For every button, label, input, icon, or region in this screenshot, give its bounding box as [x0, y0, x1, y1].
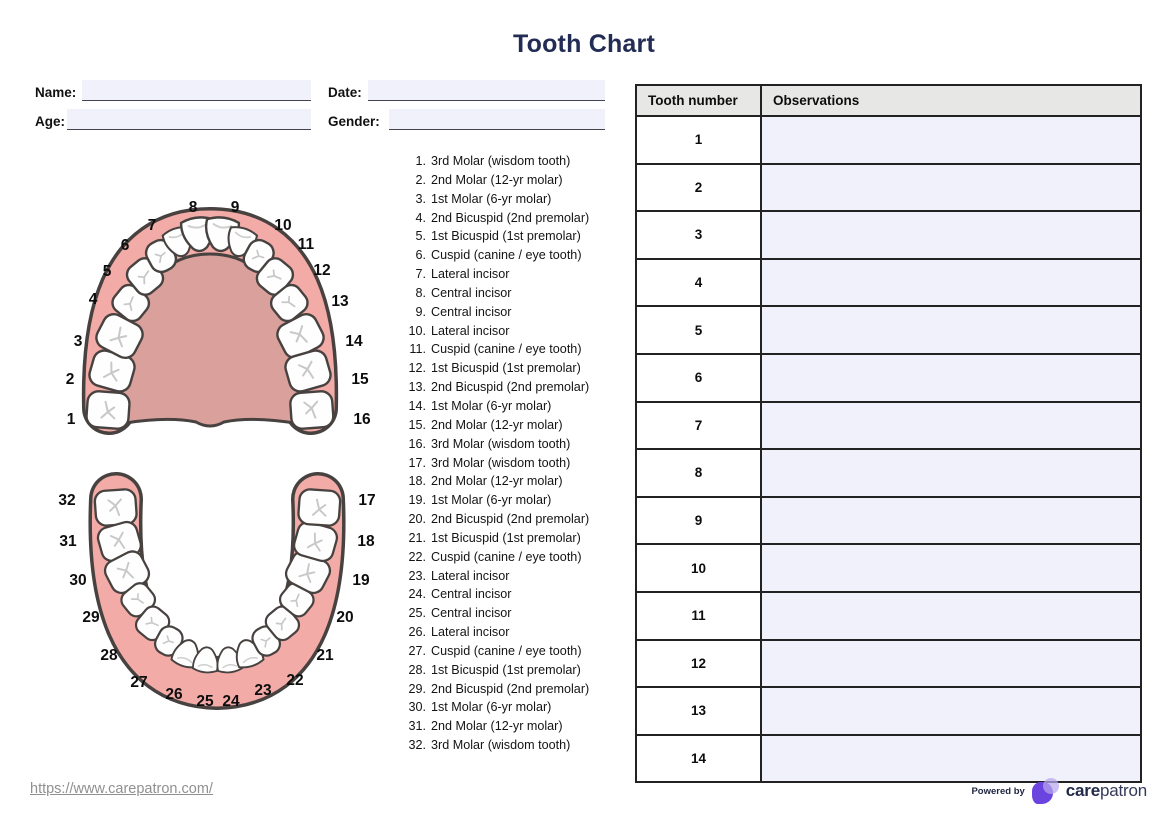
tooth-list-label: 1st Bicuspid (1st premolar): [431, 662, 581, 677]
tooth-list-number: 1.: [415, 154, 426, 168]
tooth-list-number: 5.: [415, 229, 426, 244]
tooth-list-item: [402, 454, 642, 473]
carepatron-logo-icon: [1032, 778, 1059, 804]
tooth-list-label: 2nd Bicuspid (2nd premolar): [431, 512, 590, 527]
upper-tooth-number: 16: [353, 411, 371, 428]
upper-tooth-number: 6: [120, 237, 130, 254]
tooth-number-cell: 13: [636, 687, 761, 735]
lower-tooth-number: 28: [100, 647, 118, 664]
tooth-list-number: 4.: [415, 210, 426, 225]
tooth-list-item: [402, 642, 642, 661]
tooth-list-label: 2nd Molar (12-yr molar): [431, 719, 563, 734]
tooth-list-label: 3rd Molar (wisdom tooth): [431, 455, 571, 470]
tooth-list-label: 2nd Molar (12-yr molar): [431, 474, 563, 489]
observation-cell[interactable]: [761, 164, 1141, 212]
table-row: [636, 735, 1141, 783]
tooth-number-cell: 8: [636, 449, 761, 497]
tooth-list-label: 1st Bicuspid (1st premolar): [431, 229, 581, 244]
tooth-list-number: 3.: [415, 191, 426, 206]
upper-tooth-number: 2: [65, 371, 75, 388]
tooth-list-number: 7.: [415, 267, 426, 282]
tooth-list-number: 18.: [408, 474, 426, 489]
tooth-list-number: 8.: [415, 285, 426, 300]
tooth-list-item: [402, 491, 642, 510]
tooth-number-cell: 11: [636, 592, 761, 640]
tooth-list-item: [402, 529, 642, 548]
observation-cell[interactable]: [761, 544, 1141, 592]
tooth-list-number: 22.: [408, 549, 426, 564]
lower-tooth-number: 25: [196, 693, 214, 710]
tooth-list-item: [402, 322, 642, 341]
tooth-number-cell: 7: [636, 402, 761, 450]
observations-table-body: [636, 116, 1141, 782]
page-title: Tooth Chart: [513, 30, 655, 58]
table-row: [636, 449, 1141, 497]
tooth-list-number: 15.: [408, 417, 426, 432]
tooth-list-label: Lateral incisor: [431, 625, 510, 640]
table-row: [636, 306, 1141, 354]
observation-cell[interactable]: [761, 449, 1141, 497]
age-input[interactable]: [67, 109, 311, 130]
tooth-name-list: [402, 152, 642, 755]
tooth-list-label: Central incisor: [431, 304, 512, 319]
tooth-list-number: 29.: [408, 681, 426, 696]
tooth-list-item: [402, 510, 642, 529]
upper-tooth-number: 10: [274, 217, 292, 234]
tooth-number-cell: 2: [636, 164, 761, 212]
tooth-list-number: 24.: [408, 587, 426, 602]
tooth-list-number: 25.: [408, 606, 426, 621]
observation-cell[interactable]: [761, 640, 1141, 688]
tooth-list-label: 2nd Molar (12-yr molar): [431, 417, 563, 432]
tooth-list-item: [402, 548, 642, 567]
tooth-list-label: 1st Molar (6-yr molar): [431, 493, 552, 508]
tooth-list-label: 1st Bicuspid (1st premolar): [431, 361, 581, 376]
tooth-list-label: 3rd Molar (wisdom tooth): [431, 436, 571, 451]
tooth-list-number: 32.: [408, 738, 426, 753]
tooth-list-item: [402, 623, 642, 642]
upper-tooth-number: 3: [73, 333, 83, 350]
tooth-list-item: [402, 378, 642, 397]
table-row: [636, 354, 1141, 402]
table-row: [636, 211, 1141, 259]
tooth-list-item: [402, 303, 642, 322]
tooth-list-item: [402, 604, 642, 623]
lower-arch-diagram: [48, 455, 378, 717]
observation-cell[interactable]: [761, 735, 1141, 783]
tooth-list-number: 21.: [408, 530, 426, 545]
carepatron-wordmark: carepatron: [1065, 781, 1147, 800]
lower-tooth-number: 31: [59, 533, 77, 550]
tooth-list-number: 13.: [408, 380, 426, 395]
tooth-list-number: 12.: [408, 361, 426, 376]
tooth-list-label: Lateral incisor: [431, 267, 510, 282]
tooth-list-number: 20.: [408, 512, 426, 527]
tooth-list-label: 2nd Bicuspid (2nd premolar): [431, 681, 590, 696]
gender-label: Gender:: [328, 114, 380, 129]
tooth-list-item: [402, 340, 642, 359]
tooth-number-cell: 9: [636, 497, 761, 545]
observation-cell[interactable]: [761, 592, 1141, 640]
tooth-list-item: [402, 227, 642, 246]
tooth-list-item: [402, 416, 642, 435]
tooth-list-item: [402, 190, 642, 209]
upper-tooth-number: 8: [188, 199, 198, 216]
tooth-list-item: [402, 661, 642, 680]
upper-arch-diagram: [52, 196, 374, 448]
lower-tooth-number: 20: [336, 609, 354, 626]
tooth-list-number: 23.: [408, 568, 426, 583]
tooth-list-number: 9.: [415, 304, 426, 319]
tooth-list-item: [402, 472, 642, 491]
powered-by-label: Powered by: [971, 785, 1025, 797]
lower-tooth-number: 29: [82, 609, 100, 626]
tooth-number-cell: 14: [636, 735, 761, 783]
tooth-list-item: [402, 397, 642, 416]
tooth-list-label: Cuspid (canine / eye tooth): [431, 549, 582, 564]
tooth-list-label: 2nd Bicuspid (2nd premolar): [431, 210, 590, 225]
tooth-list-label: Central incisor: [431, 285, 512, 300]
tooth-list-label: Cuspid (canine / eye tooth): [431, 643, 582, 658]
tooth-list-number: 19.: [408, 493, 426, 508]
lower-tooth-number: 24: [222, 693, 240, 710]
tooth-number-cell: 10: [636, 544, 761, 592]
upper-tooth-number: 15: [351, 371, 369, 388]
table-row: [636, 544, 1141, 592]
table-row: [636, 592, 1141, 640]
tooth-list-label: 1st Molar (6-yr molar): [431, 398, 552, 413]
lower-tooth-number: 22: [286, 672, 304, 689]
name-label: Name:: [35, 85, 77, 100]
tooth-list-item: [402, 209, 642, 228]
tooth-list-label: Central incisor: [431, 606, 512, 621]
tooth-number-cell: 3: [636, 211, 761, 259]
tooth-list-label: Lateral incisor: [431, 568, 510, 583]
upper-tooth-number: 14: [345, 333, 363, 350]
tooth-list-item: [402, 717, 642, 736]
lower-tooth-number: 30: [69, 572, 87, 589]
tooth-list-label: 3rd Molar (wisdom tooth): [431, 738, 571, 753]
observation-cell[interactable]: [761, 116, 1141, 164]
tooth-list-number: 10.: [408, 323, 426, 338]
tooth-list-label: 3rd Molar (wisdom tooth): [431, 154, 571, 168]
tooth-list-label: 1st Bicuspid (1st premolar): [431, 530, 581, 545]
tooth-list-item: [402, 585, 642, 604]
table-row: [636, 640, 1141, 688]
name-input[interactable]: [82, 80, 311, 101]
tooth-list-number: 27.: [408, 643, 426, 658]
lower-tooth-number: 26: [165, 686, 183, 703]
tooth-number-cell: 5: [636, 306, 761, 354]
tooth-list-item: [402, 736, 642, 755]
upper-tooth-number: 11: [297, 236, 315, 253]
tooth-number-cell: 4: [636, 259, 761, 307]
tooth-list-item: [402, 435, 642, 454]
tooth-list-number: 31.: [408, 719, 426, 734]
lower-tooth-number: 32: [58, 492, 76, 509]
tooth-list-item: [402, 359, 642, 378]
powered-by-block: [971, 778, 1147, 804]
upper-tooth-number: 7: [147, 217, 157, 234]
tooth-list-item: [402, 284, 642, 303]
tooth-list-number: 2.: [415, 172, 426, 187]
tooth-list-label: 1st Molar (6-yr molar): [431, 700, 552, 715]
tooth-list-label: 2nd Bicuspid (2nd premolar): [431, 380, 590, 395]
tooth-list-number: 30.: [408, 700, 426, 715]
tooth-list-number: 26.: [408, 625, 426, 640]
observations-table: [635, 84, 1142, 783]
tooth-list-number: 28.: [408, 662, 426, 677]
upper-tooth-number: 13: [331, 293, 349, 310]
date-label: Date:: [328, 85, 362, 100]
lower-tooth-number: 21: [316, 647, 334, 664]
tooth-list-item: [402, 265, 642, 284]
tooth-list-label: Cuspid (canine / eye tooth): [431, 342, 582, 357]
observation-cell[interactable]: [761, 306, 1141, 354]
lower-tooth-number: 23: [254, 682, 272, 699]
tooth-list-number: 11.: [409, 342, 426, 357]
tooth-list-label: Cuspid (canine / eye tooth): [431, 248, 582, 263]
tooth-number-cell: 1: [636, 116, 761, 164]
tooth-list-number: 17.: [408, 455, 426, 470]
upper-tooth-number: 5: [102, 263, 112, 280]
upper-tooth-number: 12: [313, 262, 331, 279]
tooth-list-label: Lateral incisor: [431, 323, 510, 338]
tooth-list-label: 1st Molar (6-yr molar): [431, 191, 552, 206]
tooth-number-cell: 6: [636, 354, 761, 402]
age-label: Age:: [35, 114, 65, 129]
tooth-list-item: [402, 567, 642, 586]
tooth-list-item: [402, 698, 642, 717]
upper-tooth-number: 1: [66, 411, 76, 428]
lower-tooth-number: 18: [357, 533, 375, 550]
tooth-number-header: Tooth number: [636, 85, 761, 116]
observation-cell[interactable]: [761, 402, 1141, 450]
tooth-list-number: 6.: [415, 248, 426, 263]
observations-header: Observations: [761, 85, 1141, 116]
tooth-list-item: [402, 152, 642, 171]
table-row: [636, 164, 1141, 212]
tooth-list-number: 14.: [408, 398, 426, 413]
table-row: [636, 497, 1141, 545]
gender-input[interactable]: [389, 109, 605, 130]
date-input[interactable]: [368, 80, 605, 101]
table-header-row: [636, 85, 1141, 116]
table-row: [636, 402, 1141, 450]
tooth-list-label: Central incisor: [431, 587, 512, 602]
table-row: [636, 116, 1141, 164]
observation-cell[interactable]: [761, 259, 1141, 307]
observation-cell[interactable]: [761, 211, 1141, 259]
table-row: [636, 687, 1141, 735]
lower-tooth-number: 17: [358, 492, 376, 509]
carepatron-url-link[interactable]: https://www.carepatron.com/: [30, 781, 213, 797]
tooth-list-number: 16.: [408, 436, 426, 451]
lower-tooth-number: 19: [352, 572, 370, 589]
tooth-list-label: 2nd Molar (12-yr molar): [431, 172, 563, 187]
observation-cell[interactable]: [761, 354, 1141, 402]
tooth-number-cell: 12: [636, 640, 761, 688]
tooth-list-item: [402, 246, 642, 265]
upper-tooth-number: 4: [88, 291, 98, 308]
upper-tooth-number: 9: [230, 199, 240, 216]
observation-cell[interactable]: [761, 497, 1141, 545]
observation-cell[interactable]: [761, 687, 1141, 735]
table-row: [636, 259, 1141, 307]
tooth-list-item: [402, 171, 642, 190]
tooth-list-item: [402, 680, 642, 699]
lower-tooth-number: 27: [130, 674, 148, 691]
